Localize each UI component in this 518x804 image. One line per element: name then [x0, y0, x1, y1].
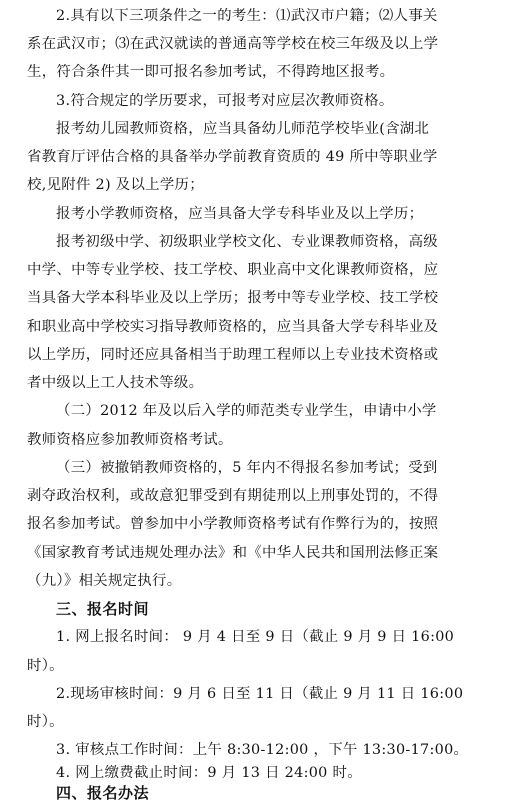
text-line: 以上学历，同时还应具备相当于助理工程师以上专业技术资格或: [27, 347, 439, 363]
text-line: 1. 网上报名时间： 9 月 4 日至 9 日（截止 9 月 9 日 16:00: [56, 629, 455, 645]
text-line: （九）》相关规定执行。: [27, 573, 182, 589]
text-line: 和职业高中学校实习指导教师资格的，应当具备大学专科毕业及: [27, 319, 439, 335]
text-line: 中学、中等专业学校、技工学校、职业高中文化课教师资格，应: [27, 262, 439, 278]
text-line: 2.现场审核时间：9 月 6 日至 11 日（截止 9 月 11 日 16:00: [56, 686, 464, 702]
section-heading: 三、报名时间: [56, 600, 150, 618]
text-line: 系在武汉市；⑶在武汉就读的普通高等学校在校三年级及以上学: [27, 36, 439, 52]
text-line: 3.符合规定的学历要求，可报考对应层次教师资格。: [56, 93, 394, 109]
text-line: 报考初级中学、初级职业学校文化、专业课教师资格，高级: [56, 234, 438, 250]
text-line: 《国家教育考试违规处理办法》和《中华人民共和国刑法修正案: [27, 545, 439, 561]
text-line: （二）2012 年及以后入学的师范类专业学生，申请中小学: [56, 403, 437, 419]
text-line: 3. 审核点工作时间：上午 8:30-12:00 ，下午 13:30-17:00。: [56, 742, 469, 758]
text-line: 时）。: [27, 658, 64, 674]
text-line: 4. 网上缴费截止时间：9 月 13 日 24:00 时。: [56, 765, 362, 781]
text-line: 2.具有以下三项条件之一的考生：⑴武汉市户籍；⑵人事关: [56, 8, 438, 24]
text-line: 当具备大学本科毕业及以上学历；报考中等专业学校、技工学校: [27, 290, 439, 306]
text-line: 剥夺政治权利，或故意犯罪受到有期徒刑以上刑事处罚的，不得: [27, 488, 439, 504]
text-line: 报考小学教师资格，应当具备大学专科毕业及以上学历；: [56, 206, 424, 222]
text-line: 报考幼儿园教师资格，应当具备幼儿师范学校毕业(含湖北: [56, 121, 430, 137]
text-line: 者中级以上工人技术等级。: [27, 375, 204, 391]
text-line: 报名参加考试。曾参加中小学教师资格考试有作弊行为的，按照: [27, 516, 439, 532]
text-line: 省教育厅评估合格的具备举办学前教育资质的 49 所中等职业学: [27, 149, 438, 165]
text-line: 时）。: [27, 714, 64, 730]
section-heading: 四、报名办法: [56, 784, 150, 802]
text-line: 生，符合条件其一即可报名参加考试，不得跨地区报考。: [27, 64, 395, 80]
text-line: 教师资格应参加教师资格考试。: [27, 432, 233, 448]
text-line: （三）被撤销教师资格的，5 年内不得报名参加考试；受到: [56, 460, 438, 476]
text-line: 校,见附件 2) 及以上学历；: [27, 177, 204, 193]
